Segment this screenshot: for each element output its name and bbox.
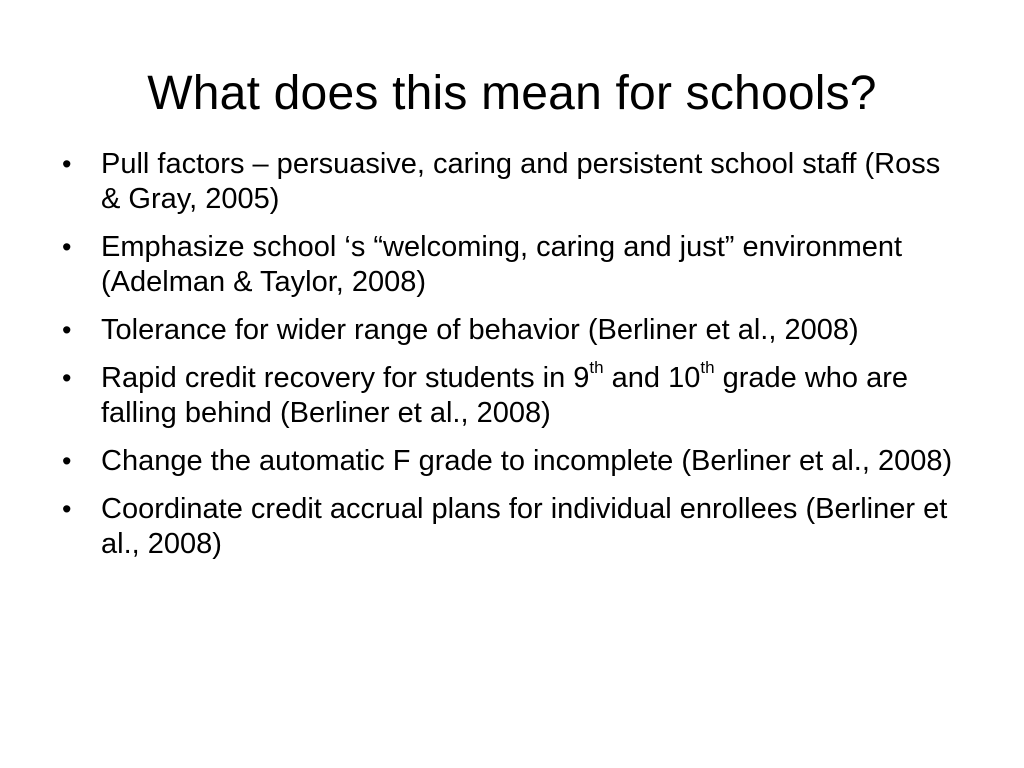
bullet-text-part: grade who are falling behind (Berliner et al., 2008) (101, 362, 909, 429)
ordinal-superscript: th (589, 358, 604, 378)
bullet-text: Change the automatic F grade to incomplete (Berliner et al., 2008) (101, 445, 953, 477)
slide-title: What does this mean for schools? (147, 67, 877, 120)
bullet-item-credit-recovery (60, 358, 965, 431)
ordinal-superscript: th (700, 358, 715, 378)
bullet-item-incomplete-grade (60, 444, 965, 479)
bullet-text-part: and 10 (603, 362, 701, 394)
bullet-text: Emphasize school ‘s “welcoming, caring and just” environment (Adelman & Taylor, 2008) (101, 231, 903, 298)
bullet-text (101, 358, 909, 429)
bullet-icon: • (62, 315, 72, 345)
bullet-text: Coordinate credit accrual plans for individual enrollees (Berliner et al., 2008) (101, 493, 948, 560)
bullet-icon: • (62, 232, 72, 262)
bullet-text-part: Rapid credit recovery for students in 9 (101, 362, 590, 394)
bullet-item-welcoming-environment (60, 230, 965, 300)
bullet-item-credit-accrual (60, 492, 965, 562)
bullet-icon: • (62, 363, 72, 393)
bullet-text: Pull factors – persuasive, caring and persistent school staff (Ross & Gray, 2005) (101, 148, 941, 215)
bullet-item-tolerance (60, 313, 965, 348)
bullet-item-pull-factors (60, 147, 965, 217)
bullet-icon: • (62, 494, 72, 524)
bullet-icon: • (62, 446, 72, 476)
bullet-icon: • (62, 149, 72, 179)
bullet-list (60, 147, 965, 575)
bullet-text: Tolerance for wider range of behavior (Berliner et al., 2008) (101, 314, 859, 346)
